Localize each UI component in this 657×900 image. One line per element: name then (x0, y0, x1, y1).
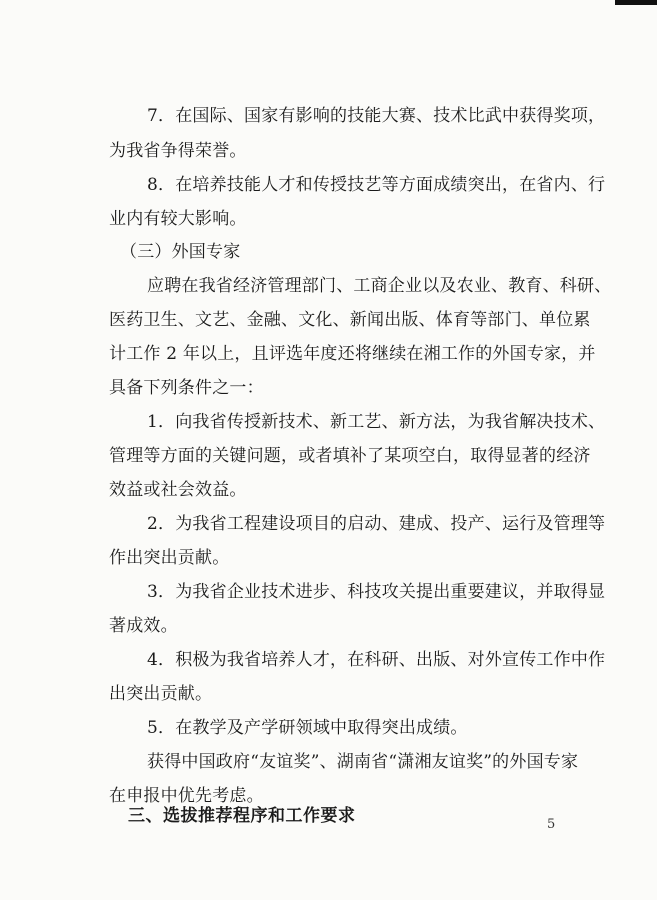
text-line: 具备下列条件之一： (109, 378, 264, 398)
text-line: 医药卫生、文艺、金融、文化、新闻出版、体育等部门、单位累 (109, 310, 591, 330)
text-line: 计工作 2 年以上，且评选年度还将继续在湘工作的外国专家，并 (109, 344, 596, 364)
text-line: 2．为我省工程建设项目的启动、建成、投产、运行及管理等 (147, 514, 606, 534)
section-heading: 三、选拔推荐程序和工作要求 (128, 806, 356, 826)
text-line: 5．在教学及产学研领域中取得突出成绩。 (147, 718, 468, 738)
text-line: 著成效。 (109, 616, 178, 636)
text-line: 作出突出贡献。 (109, 548, 230, 568)
text-line: 业内有较大影响。 (109, 209, 247, 229)
text-line: 出突出贡献。 (109, 684, 213, 704)
text-line: 7．在国际、国家有影响的技能大赛、技术比武中获得奖项， (147, 106, 606, 126)
text-line: 3．为我省企业技术进步、科技攻关提出重要建议，并取得显 (147, 582, 606, 602)
text-line: 在申报中优先考虑。 (109, 786, 264, 806)
page-number: 5 (547, 817, 556, 832)
text-line: 应聘在我省经济管理部门、工商企业以及农业、教育、科研、 (147, 276, 612, 296)
text-line: 效益或社会效益。 (109, 480, 247, 500)
text-line: 获得中国政府“友谊奖”、湖南省“潇湘友谊奖”的外国专家 (147, 752, 579, 772)
section-subheading: （三）外国专家 (120, 242, 241, 262)
text-line: 4．积极为我省培养人才，在科研、出版、对外宣传工作中作 (147, 650, 606, 670)
text-line: 1．向我省传授新技术、新工艺、新方法，为我省解决技术、 (147, 412, 606, 432)
text-line: 为我省争得荣誉。 (109, 141, 247, 161)
text-line: 8．在培养技能人才和传授技艺等方面成绩突出，在省内、行 (147, 175, 606, 195)
text-line: 管理等方面的关键问题，或者填补了某项空白，取得显著的经济 (109, 446, 591, 466)
scan-edge-mark (615, 0, 657, 5)
